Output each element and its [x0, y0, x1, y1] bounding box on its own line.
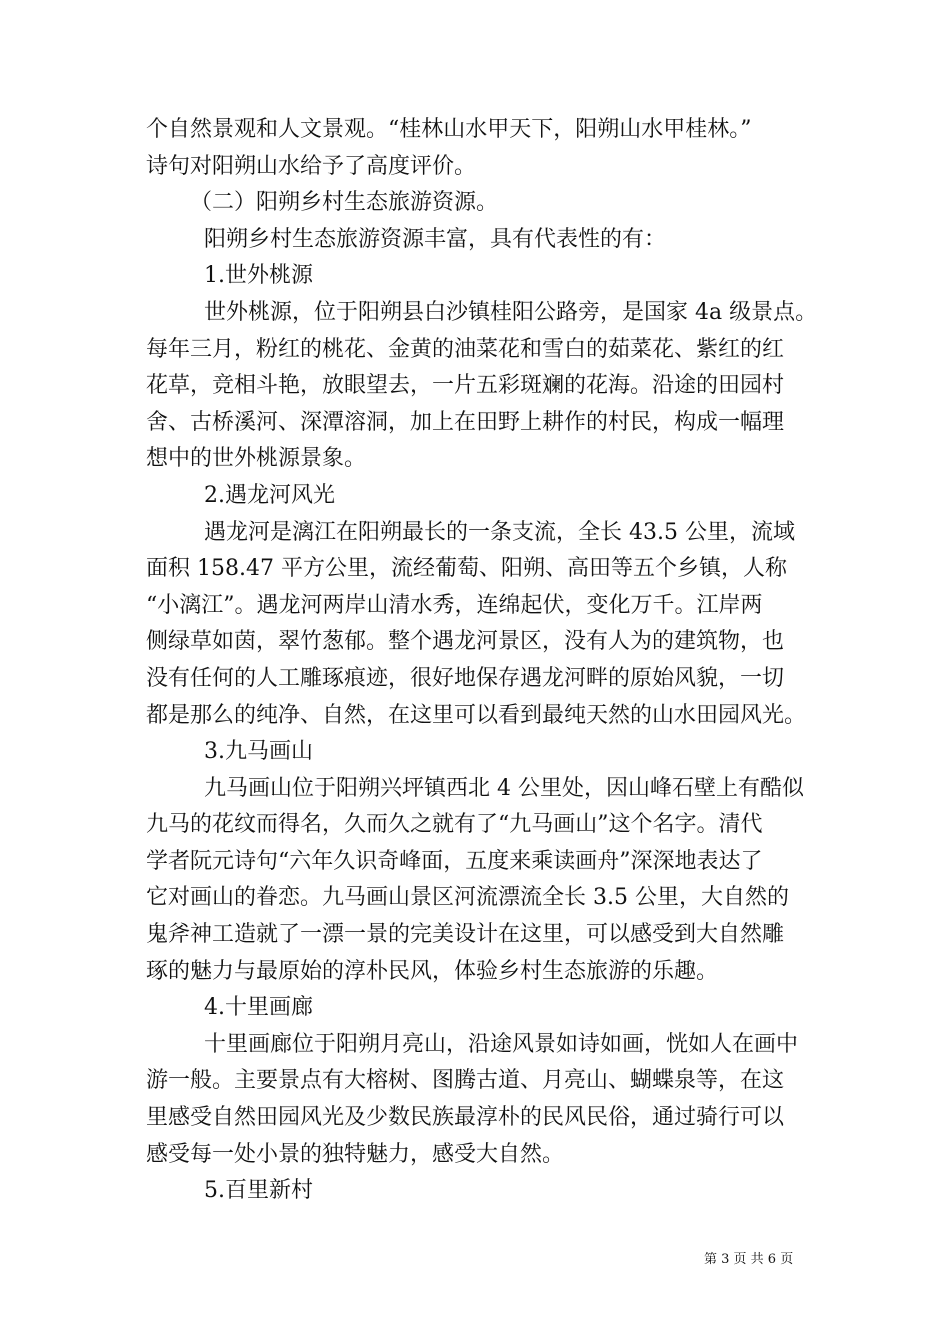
item-heading: 4.十里画廊	[204, 995, 313, 1021]
text-line: 世外桃源，位于阳朔县白沙镇桂阳公路旁，是国家 4a 级景点。	[204, 299, 818, 325]
text-line: 阳朔乡村生态旅游资源丰富，具有代表性的有：	[204, 226, 667, 252]
text-line: 感受每一处小景的独特魅力，感受大自然。	[146, 1141, 565, 1167]
page-number: 第 3 页 共 6 页	[704, 1252, 794, 1267]
text-line: 遇龙河是漓江在阳朔最长的一条支流，全长 43.5 公里，流域	[204, 519, 795, 545]
text-line: 学者阮元诗句“六年久识奇峰面，五度来乘读画舟”深深地表达了	[146, 848, 763, 874]
item-heading: 1.世外桃源	[204, 263, 313, 289]
body-text	[146, 112, 816, 1210]
text-line: 侧绿草如茵，翠竹葱郁。整个遇龙河景区，没有人为的建筑物，也	[146, 629, 785, 655]
text-line: 九马画山位于阳朔兴坪镇西北 4 公里处，因山峰石壁上有酷似	[204, 775, 804, 801]
text-line: “小漓江”。遇龙河两岸山清水秀，连绵起伏，变化万千。江岸两	[146, 592, 763, 618]
text-line: 琢的魅力与最原始的淳朴民风，体验乡村生态旅游的乐趣。	[146, 958, 719, 984]
text-line: 里感受自然田园风光及少数民族最淳朴的民风民俗，通过骑行可以	[146, 1105, 785, 1131]
item-heading: 5.百里新村	[204, 1178, 313, 1204]
text-line: 鬼斧神工造就了一漂一景的完美设计在这里，可以感受到大自然雕	[146, 922, 785, 948]
text-line: 诗句对阳朔山水给予了高度评价。	[146, 153, 477, 179]
section-heading: （二）阳朔乡村生态旅游资源。	[190, 190, 499, 216]
text-line: 没有任何的人工雕琢痕迹，很好地保存遇龙河畔的原始风貌，一切	[146, 665, 785, 691]
text-line: 舍、古桥溪河、深潭溶洞，加上在田野上耕作的村民，构成一幅理	[146, 409, 785, 435]
text-line: 每年三月，粉红的桃花、金黄的油菜花和雪白的茹菜花、紫红的红	[146, 336, 785, 362]
text-line: 都是那么的纯净、自然，在这里可以看到最纯天然的山水田园风光。	[146, 702, 807, 728]
text-line: 十里画廊位于阳朔月亮山，沿途风景如诗如画，恍如人在画中	[204, 1031, 799, 1057]
text-line: 想中的世外桃源景象。	[146, 446, 367, 472]
text-line: 它对画山的眷恋。九马画山景区河流漂流全长 3.5 公里，大自然的	[146, 885, 789, 911]
text-line: 个自然景观和人文景观。“桂林山水甲天下，阳朔山水甲桂林。”	[146, 117, 752, 142]
text-line: 花草，竞相斗艳，放眼望去，一片五彩斑斓的花海。沿途的田园村	[146, 373, 785, 399]
text-line: 游一般。主要景点有大榕树、图腾古道、月亮山、蝴蝶泉等，在这	[146, 1068, 785, 1094]
text-line: 九马的花纹而得名，久而久之就有了“九马画山”这个名字。清代	[146, 812, 763, 838]
item-heading: 3.九马画山	[204, 739, 313, 765]
item-heading: 2.遇龙河风光	[204, 482, 335, 508]
text-line: 面积 158.47 平方公里，流经葡萄、阳朔、高田等五个乡镇，人称	[146, 556, 787, 582]
